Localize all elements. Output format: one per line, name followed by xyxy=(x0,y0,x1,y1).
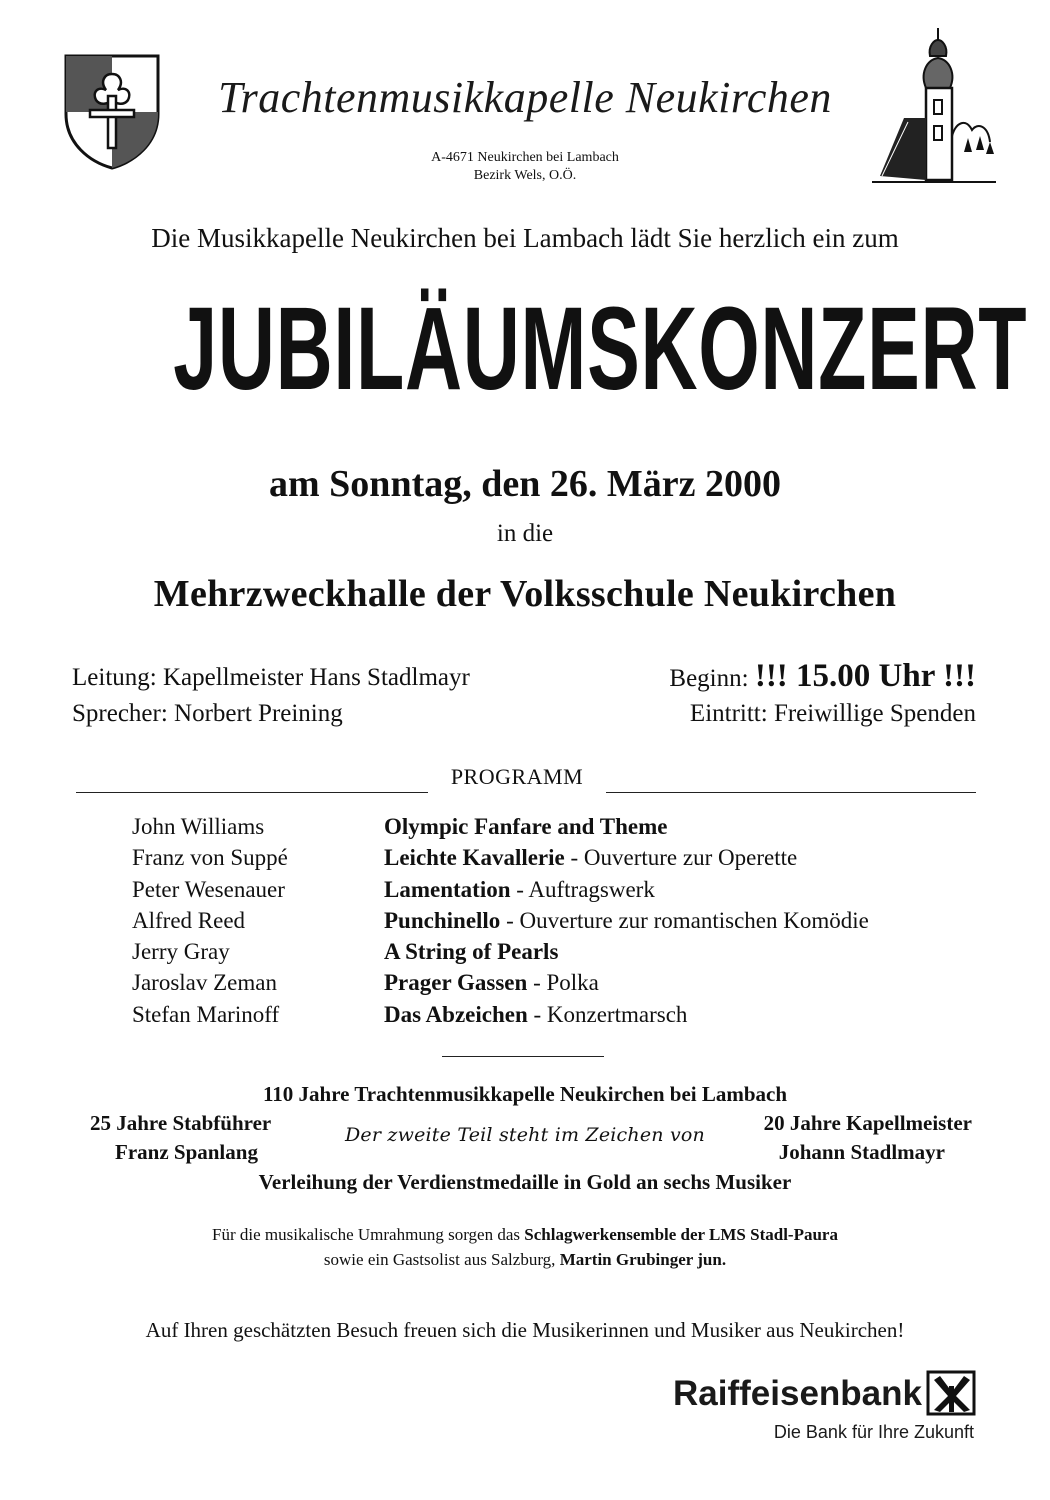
venue-connector: in die xyxy=(496,520,554,547)
program-item xyxy=(132,877,992,908)
sponsor-name: Raiffeisenbank xyxy=(673,1374,922,1413)
start-time-label: Beginn: xyxy=(669,665,749,692)
program-item xyxy=(132,970,992,1001)
accompaniment-text: sowie ein Gastsolist aus Salzburg, xyxy=(323,1250,560,1269)
program-item xyxy=(132,1002,992,1033)
speaker-info: Sprecher: Norbert Preining xyxy=(72,700,343,727)
programm-rule-left xyxy=(76,792,428,793)
accompaniment-line-1 xyxy=(0,1225,1050,1245)
start-time-info xyxy=(669,658,976,695)
medal-award-note: Verleihung der Verdienstmedaille in Gold an sechs Musiker xyxy=(258,1170,792,1194)
bandmaster-name: Johann Stadlmayr xyxy=(778,1140,945,1164)
program-piece-title: A String of Pearls xyxy=(384,939,559,965)
second-part-note: Der zweite Teil steht im Zeichen von xyxy=(345,1124,705,1146)
concert-date: am Sonntag, den 26. März 2000 xyxy=(269,463,781,505)
program-list xyxy=(132,814,992,1033)
admission-info: Eintritt: Freiwillige Spenden xyxy=(689,700,976,727)
program-piece-subtitle: - Ouverture zur Operette xyxy=(564,845,798,871)
program-composer: Jerry Gray xyxy=(132,939,230,965)
program-composer: Stefan Marinoff xyxy=(132,1001,280,1027)
program-piece-title: Lamentation xyxy=(384,876,511,902)
program-divider xyxy=(442,1056,604,1057)
program-piece-title: Punchinello xyxy=(384,907,501,933)
program-piece-subtitle: - Polka xyxy=(527,970,599,996)
program-composer: Peter Wesenauer xyxy=(132,876,285,902)
concert-venue: Mehrzweckhalle der Volksschule Neukirchen xyxy=(153,573,897,615)
accompaniment-text: Für die musikalische Umrahmung sorgen das xyxy=(212,1225,525,1244)
program-composer: Alfred Reed xyxy=(132,907,246,933)
accompaniment-line-2 xyxy=(0,1250,1050,1270)
bandmaster-anniversary: 20 Jahre Kapellmeister xyxy=(763,1111,972,1135)
program-composer: Franz von Suppé xyxy=(132,845,288,871)
address-line-1: A-4671 Neukirchen bei Lambach xyxy=(431,150,619,165)
program-composer: Jaroslav Zeman xyxy=(132,970,277,996)
accompaniment-ensemble: Schlagwerkensemble der LMS Stadl-Paura xyxy=(524,1225,838,1244)
raiffeisen-gable-cross-icon xyxy=(926,1370,976,1416)
program-piece-subtitle: - Konzertmarsch xyxy=(527,1001,688,1027)
conductor-info: Leitung: Kapellmeister Hans Stadlmayr xyxy=(72,664,470,691)
closing-message: Auf Ihren geschätzten Besuch freuen sich die Musikerinnen und Musiker aus Neukirchen! xyxy=(145,1318,905,1342)
program-piece-title: Prager Gassen xyxy=(384,970,528,996)
programm-rule-right xyxy=(606,792,976,793)
programm-heading: PROGRAMM xyxy=(450,764,584,789)
program-item xyxy=(132,939,992,970)
program-piece-subtitle: - Ouverture zur romantischen Komödie xyxy=(500,907,869,933)
address-line-2: Bezirk Wels, O.Ö. xyxy=(473,168,577,183)
program-piece-title: Leichte Kavallerie xyxy=(384,845,565,871)
program-piece-title: Olympic Fanfare and Theme xyxy=(384,814,668,839)
invitation-intro: Die Musikkapelle Neukirchen bei Lambach lädt Sie herzlich ein zum xyxy=(151,223,899,253)
start-time-value: !!! 15.00 Uhr !!! xyxy=(754,658,976,694)
program-composer: John Williams xyxy=(132,814,265,839)
program-piece-title: Das Abzeichen xyxy=(384,1001,528,1027)
drum-major-name: Franz Spanlang xyxy=(115,1140,258,1164)
sponsor-slogan: Die Bank für Ihre Zukunft xyxy=(773,1422,974,1442)
program-item xyxy=(132,845,992,876)
program-piece-subtitle: - Auftragswerk xyxy=(510,876,655,902)
guest-soloist: Martin Grubinger jun. xyxy=(559,1250,727,1269)
program-item xyxy=(132,908,992,939)
concert-headline: JUBILÄUMSKONZERT xyxy=(173,283,1028,415)
drum-major-anniversary: 25 Jahre Stabführer xyxy=(90,1111,272,1135)
jubilee-heading: 110 Jahre Trachtenmusikkapelle Neukirchen bei Lambach xyxy=(262,1082,788,1106)
program-item xyxy=(132,814,992,845)
organization-title: Trachtenmusikkapelle Neukirchen xyxy=(218,73,832,122)
